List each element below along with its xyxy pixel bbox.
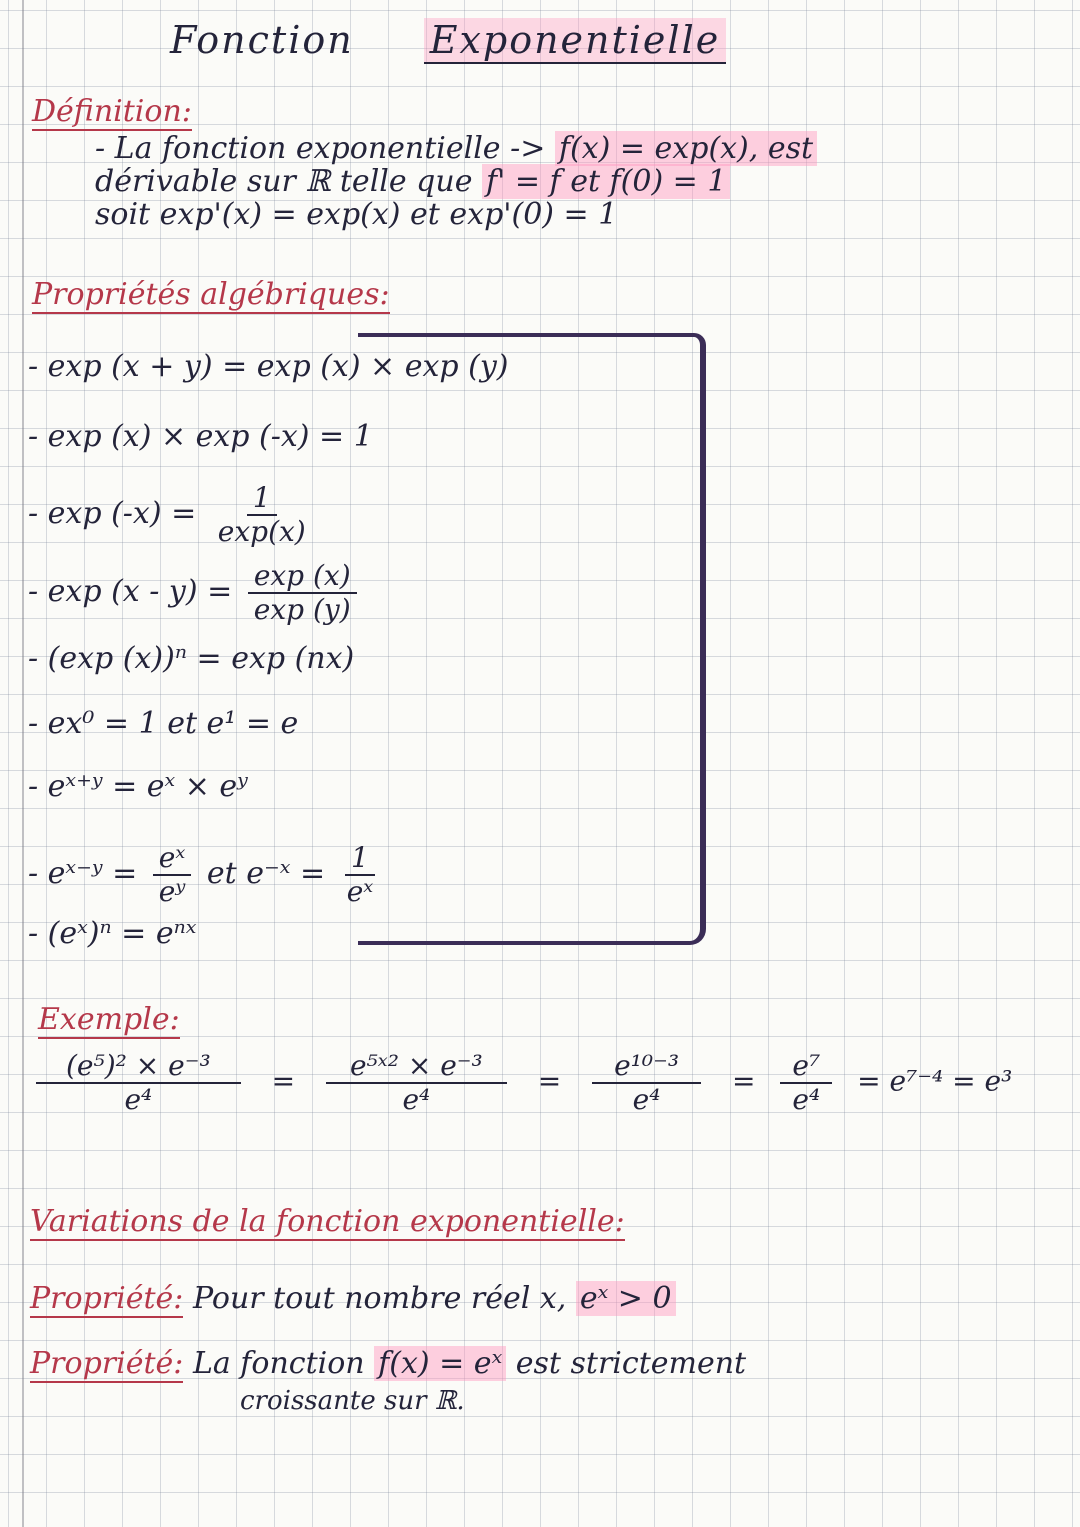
example-calculation xyxy=(30,1050,1012,1116)
variation-property-2-continued: croissante sur ℝ. xyxy=(240,1386,465,1416)
property-7: - eˣ⁺ʸ = eˣ × eʸ xyxy=(28,769,248,804)
variation-property-1-label: Propriété: xyxy=(30,1281,184,1316)
definition-heading: Définition: xyxy=(32,94,192,129)
property-8-lhs: - eˣ⁻ʸ = xyxy=(28,856,138,891)
property-4-lhs: - exp (x - y) = xyxy=(28,574,233,609)
property-8-numerator-1: eˣ xyxy=(153,842,192,876)
property-8-fraction-1 xyxy=(153,842,192,908)
definition-line-3: soit exp'(x) = exp(x) et exp'(0) = 1 xyxy=(95,197,618,232)
property-3-numerator: 1 xyxy=(247,482,277,516)
example-fraction-2-den: e⁴ xyxy=(402,1083,431,1116)
variation-property-2-formula: f(x) = eˣ xyxy=(374,1346,506,1381)
property-4-numerator: exp (x) xyxy=(248,560,357,594)
property-8-numerator-2: 1 xyxy=(345,842,375,876)
example-fraction-3 xyxy=(592,1050,701,1116)
property-8-fraction-2 xyxy=(341,842,380,908)
property-1: - exp (x + y) = exp (x) × exp (y) xyxy=(28,349,509,384)
variation-property-2-text-1: La fonction xyxy=(192,1346,365,1381)
property-3-lhs: - exp (-x) = xyxy=(28,496,197,531)
example-fraction-1-num: (e⁵)² × e⁻³ xyxy=(36,1050,241,1084)
property-9: - (eˣ)ⁿ = eⁿˣ xyxy=(28,916,197,951)
variation-property-2-label: Propriété: xyxy=(30,1346,184,1381)
example-fraction-1 xyxy=(36,1050,241,1116)
property-3 xyxy=(28,482,318,548)
definition-line-1-formula: f(x) = exp(x), est xyxy=(555,131,817,166)
definition-line-2-prefix: dérivable sur ℝ telle que xyxy=(95,164,473,199)
example-fraction-3-num: e¹⁰⁻³ xyxy=(592,1050,701,1084)
property-4-fraction xyxy=(248,560,357,626)
property-2: - exp (x) × exp (-x) = 1 xyxy=(28,419,373,454)
example-heading: Exemple: xyxy=(38,1002,180,1037)
example-equals-2: = xyxy=(537,1064,562,1098)
example-fraction-3-den: e⁴ xyxy=(632,1083,661,1116)
property-8-denominator-1: eʸ xyxy=(158,875,186,908)
example-equals-1: = xyxy=(271,1064,296,1098)
property-8-mid: et e⁻ˣ = xyxy=(206,856,326,891)
variation-property-2 xyxy=(30,1345,746,1383)
title-part-fonction: Fonction xyxy=(170,18,354,62)
example-fraction-1-den: e⁴ xyxy=(124,1083,153,1116)
property-8 xyxy=(28,842,385,908)
properties-heading: Propriétés algébriques: xyxy=(32,277,390,312)
property-4 xyxy=(28,560,363,626)
variation-property-1-text: Pour tout nombre réel x, xyxy=(192,1281,567,1316)
variation-property-1-formula: eˣ > 0 xyxy=(576,1281,676,1316)
margin-line xyxy=(22,0,24,1527)
title-part-exponentielle: Exponentielle xyxy=(424,18,727,64)
example-fraction-2 xyxy=(326,1050,507,1116)
definition-line-2-formula: f' = f et f(0) = 1 xyxy=(482,164,730,199)
example-equals-3: = xyxy=(732,1064,756,1098)
property-3-fraction xyxy=(212,482,312,548)
property-6: - ex⁰ = 1 et e¹ = e xyxy=(28,706,299,741)
example-fraction-4 xyxy=(780,1050,832,1116)
page-title xyxy=(170,18,726,64)
example-fraction-4-num: e⁷ xyxy=(780,1050,832,1084)
properties-bracket xyxy=(358,333,706,945)
example-result: = e⁷⁻⁴ = e³ xyxy=(857,1064,1013,1098)
definition-line-1-prefix: - La fonction exponentielle -> xyxy=(95,131,546,166)
property-8-denominator-2: eˣ xyxy=(346,875,374,908)
example-fraction-2-num: e⁵ˣ² × e⁻³ xyxy=(326,1050,507,1084)
property-3-denominator: exp(x) xyxy=(217,515,306,548)
variation-property-2-text-2: est strictement xyxy=(515,1346,747,1381)
variation-property-1 xyxy=(30,1280,676,1318)
property-5: - (exp (x))ⁿ = exp (nx) xyxy=(28,641,355,676)
property-4-denominator: exp (y) xyxy=(253,593,351,626)
example-fraction-4-den: e⁴ xyxy=(792,1083,821,1116)
variations-heading: Variations de la fonction exponentielle: xyxy=(30,1204,625,1239)
